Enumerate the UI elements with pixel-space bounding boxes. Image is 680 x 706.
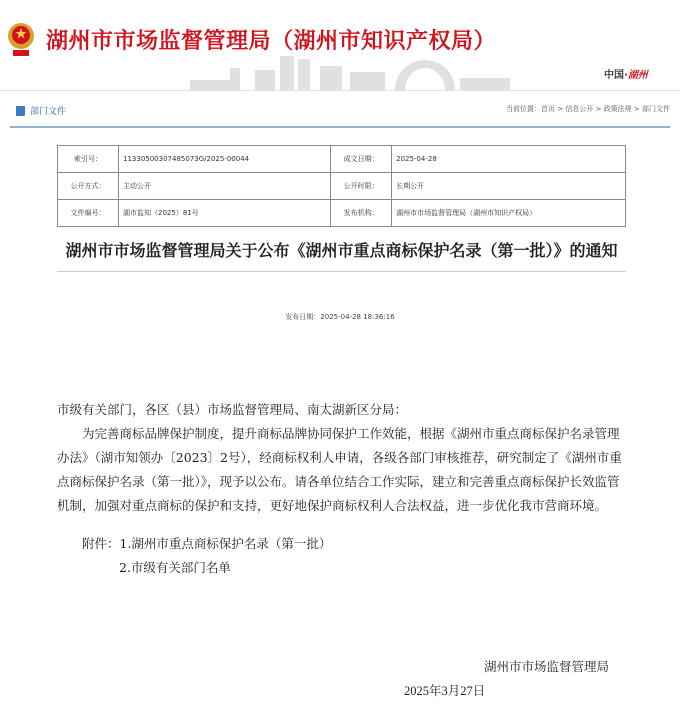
publish-time: 发布日期：2025-04-28 18:36:16 — [285, 313, 395, 321]
table-row: 索引号： 11330500307485073G/2025-00044 成文日期： 2025-04-28 — [58, 146, 626, 173]
salutation: 市级有关部门，各区（县）市场监督管理局、南太湖新区分局： — [57, 402, 408, 417]
breadcrumb-home[interactable]: 首页 — [541, 105, 556, 113]
table-row: 公开方式： 主动公开 公开时限： 长期公开 — [58, 173, 626, 200]
article-title: 湖州市市场监督管理局关于公布《湖州市重点商标保护名录（第一批）》的通知 — [57, 237, 626, 272]
site-header — [0, 0, 680, 91]
site-title: 湖州市市场监督管理局（湖州市知识产权局） — [46, 29, 497, 54]
attachment-1[interactable]: 附件：1.湖州市重点商标保护名录（第一批） — [82, 536, 332, 551]
section-bar — [10, 98, 670, 128]
attachment-2[interactable]: 2.市级有关部门名单 — [119, 560, 231, 575]
city-skyline-image — [180, 56, 520, 90]
table-row: 文件编号： 湖市监知（2025）81号 发布机构： 湖州市市场监督管理局（湖州市知识产权局） — [58, 200, 626, 227]
china-huzhou-logo: 中国·湖州 — [604, 70, 648, 81]
breadcrumb: 当前位置：首页 > 信息公开 > 政策法规 > 部门文件 — [506, 105, 670, 113]
signature-date: 2025年3月27日 — [404, 684, 486, 698]
section-title: 部门文件 — [16, 104, 66, 117]
breadcrumb-dept-docs[interactable]: 部门文件 — [642, 105, 670, 113]
signature: 湖州市市场监督管理局 — [484, 659, 610, 674]
breadcrumb-info[interactable]: 信息公开 — [565, 105, 594, 113]
document-metadata-table — [57, 145, 626, 227]
main-paragraph: 为完善商标品牌保护制度，提升商标品牌协同保护工作效能，根据《湖州市重点商标保护名录管理办法》（湖市知领办〔2023〕2号），经商标权利人申请，各级各部门审核推荐，研究制定了《湖州市重点商标保护名录（第一批）》，现予以公布。请各单位结合工作实际，建立和完善重点商标保护长效监管机制，加强对重点商标的保护和支持，更好地保护商标权利人合法权益，进一步优化我市营商环境。 — [57, 426, 622, 513]
article-body — [57, 398, 623, 580]
breadcrumb-policy[interactable]: 政策法规 — [603, 105, 632, 113]
document-icon — [16, 106, 25, 116]
national-emblem-icon — [6, 20, 36, 60]
